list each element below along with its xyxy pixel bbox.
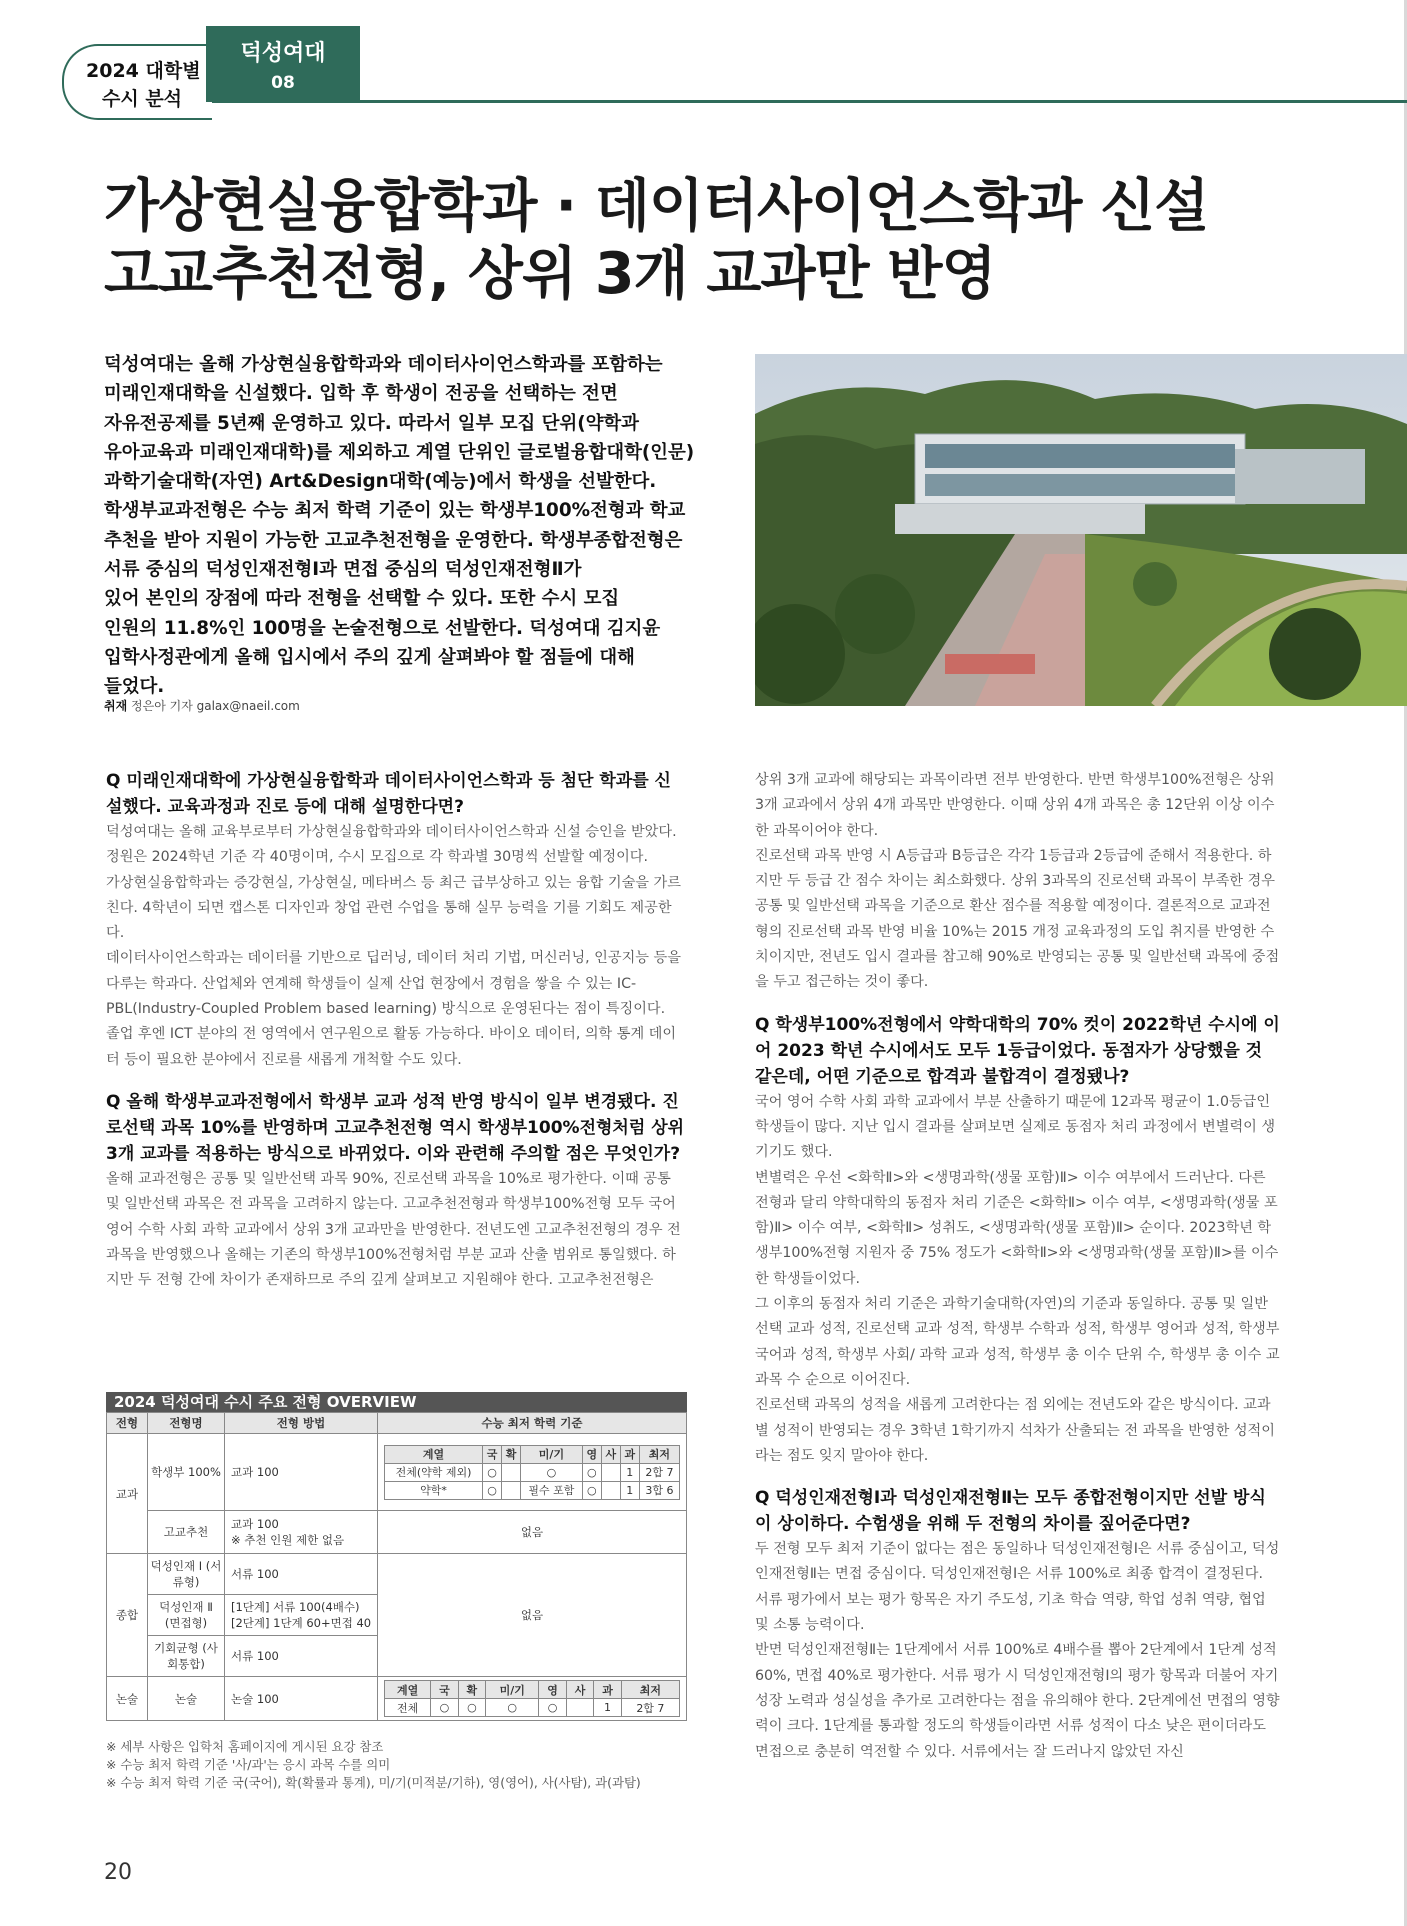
row-method bbox=[225, 1595, 378, 1636]
lead-line: 인원의 11.8%인 100명을 논술전형으로 선발한다. 덕성여대 김지윤 bbox=[104, 617, 661, 639]
title-line1: 가상현실융합학과 · 데이터사이언스학과 신설 bbox=[104, 173, 1209, 239]
lead-line: 입학사정관에게 올해 입시에서 주의 깊게 살펴봐야 할 점들에 대해 bbox=[104, 646, 635, 668]
category-cell: 종합 bbox=[107, 1554, 148, 1677]
lead-line: 유아교육과 미래인재대학)를 제외하고 계열 단위인 글로벌융합대학(인문) bbox=[104, 441, 695, 463]
campus-illustration bbox=[755, 354, 1407, 706]
min-none: 없음 bbox=[378, 1554, 687, 1677]
row-method: 교과 100 bbox=[225, 1434, 378, 1511]
answer-paragraph: 진로선택 과목 반영 시 A등급과 B등급은 각각 1등급과 2등급에 준해서 적용한다. 하지만 두 등급 간 점수 차이는 최소화했다. 상위 3과목의 진로선택 과목이 부족한 경우 공통 및 일반선택 과목을 기준으로 환산 점수를 적용할 예정이다. 결론적으로 교과전형의 진로선택 과목 반영 비율 10%는 2015 개정 교육과정의 도입 취지를 반영한 수치이지만, 전년도 입시 결과를 참고해 90%로 반영되는 공통 및 일반선택 과목에 중점을 두고 접근하는 것이 좋다. bbox=[755, 847, 1280, 991]
min-cell bbox=[601, 1463, 620, 1481]
overview-table bbox=[106, 1412, 687, 1721]
series-line1: 2024 대학별 bbox=[86, 60, 201, 82]
sub-header: 확 bbox=[458, 1681, 485, 1699]
sub-header: 미/기 bbox=[521, 1445, 583, 1463]
sub-header: 과 bbox=[620, 1445, 639, 1463]
series-badge bbox=[62, 44, 212, 120]
sub-header: 영 bbox=[582, 1445, 601, 1463]
sub-header: 국 bbox=[431, 1681, 458, 1699]
campus-photo bbox=[755, 354, 1407, 706]
min-cell: 필수 포함 bbox=[521, 1481, 583, 1499]
row-name: 학생부 100% bbox=[148, 1434, 225, 1511]
answer-paragraph: 데이터사이언스학과는 데이터를 기반으로 딥러닝, 데이터 처리 기법, 머신러닝, 인공지능 등을 다루는 학과다. 산업체와 연계해 학생들이 실제 산업 현장에서 경험을 쌓을 수 있는 IC-PBL(Industry-Coupled Problem based learning) 방식으로 운영된다는 점이 특징이다. bbox=[106, 950, 681, 1018]
answer-paragraph: 가상현실융합학과는 증강현실, 가상현실, 메타버스 등 최근 급부상하고 있는 융합 기술을 가르친다. 4학년이 되면 캡스톤 디자인과 창업 관련 수업을 통해 실무 능력을 기를 기회도 제공한다. bbox=[106, 874, 681, 942]
min-cell bbox=[502, 1463, 521, 1481]
answer-paragraph: 올해 교과전형은 공통 및 일반선택 과목 90%, 진로선택 과목을 10%로 평가한다. 이때 공통 및 일반선택 과목은 전 과목을 고려하지 않는다. 고교추천전형과 학생부100%전형 모두 국어 영어 수학 사회 과학 교과에서 상위 3개 교과만을 반영한다. 전년도엔 고교추천전형의 경우 전 과목을 반영했으나 올해는 기존의 학생부100%전형처럼 부분 교과 산출 범위로 통일했다. 하지만 두 전형 간에 차이가 존재하므로 주의 깊게 살펴보고 지원해야 한다. 고교추천전형은 bbox=[106, 1170, 681, 1289]
min-cell: 약학* bbox=[385, 1481, 483, 1499]
sub-header: 사 bbox=[601, 1445, 620, 1463]
answer-paragraph: 반면 덕성인재전형Ⅱ는 1단계에서 서류 100%로 4배수를 뽑아 2단계에서 1단계 성적 60%, 면접 40%로 평가한다. 서류 평가 시 덕성인재전형Ⅰ의 평가 항목과 더불어 자기 성장 노력과 성실성을 추가로 고려한다는 점을 유의해야 한다. 2단계에선 면접의 영향력이 크다. 1단계를 통과할 정도의 학생들이라면 서류 성적이 다소 낮은 편이더라도 면접으로 충분히 역전할 수 있다. 서류에서는 잘 드러나지 않았던 자신 bbox=[755, 1642, 1280, 1760]
lead-paragraph bbox=[104, 350, 704, 702]
min-cell: 3합 6 bbox=[639, 1481, 679, 1499]
col-header: 전형명 bbox=[148, 1413, 225, 1434]
min-cell: 1 bbox=[620, 1481, 639, 1499]
min-cell: ○ bbox=[483, 1463, 502, 1481]
min-cell: 2합 7 bbox=[639, 1463, 679, 1481]
min-criteria-table bbox=[384, 1445, 680, 1500]
col-header: 전형 bbox=[107, 1413, 148, 1434]
byline-label: 취재 bbox=[104, 699, 128, 713]
col-header: 전형 방법 bbox=[225, 1413, 378, 1434]
col-header: 수능 최저 학력 기준 bbox=[378, 1413, 687, 1434]
answer-paragraph: 두 전형 모두 최저 기준이 없다는 점은 동일하나 덕성인재전형Ⅰ은 서류 중심이고, 덕성인재전형Ⅱ는 면접 중심이다. 덕성인재전형Ⅰ은 서류 100%로 최종 합격이 결정된다. 서류 평가에서 보는 평가 항목은 자기 주도성, 기초 학습 역량, 학업 성취 역량, 협업 및 소통 능력이다. bbox=[755, 1541, 1280, 1634]
lead-line: 들었다. bbox=[104, 676, 165, 698]
min-cell: 전체(약학 제외) bbox=[385, 1463, 483, 1481]
method-line: ※ 추천 인원 제한 없음 bbox=[231, 1533, 345, 1547]
min-cell: ○ bbox=[458, 1699, 485, 1717]
lead-line: 있어 본인의 장점에 따라 전형을 선택할 수 있다. 또한 수시 모집 bbox=[104, 588, 620, 610]
row-method bbox=[225, 1511, 378, 1554]
min-cell: ○ bbox=[539, 1699, 566, 1717]
right-column bbox=[755, 768, 1280, 1765]
sub-header: 계열 bbox=[385, 1445, 483, 1463]
row-method: 서류 100 bbox=[225, 1554, 378, 1595]
row-name: 덕성인재 Ⅰ (서류형) bbox=[148, 1554, 225, 1595]
min-cell bbox=[502, 1481, 521, 1499]
min-cell: ○ bbox=[486, 1699, 539, 1717]
table-note: ※ 세부 사항은 입학처 홈페이지에 게시된 요강 참조 bbox=[106, 1739, 384, 1754]
lead-line: 자유전공제를 5년째 운영하고 있다. 따라서 일부 모집 단위(약학과 bbox=[104, 412, 639, 434]
method-line: [2단계] 1단계 60+면접 40 bbox=[231, 1616, 372, 1630]
row-name: 고교추천 bbox=[148, 1511, 225, 1554]
min-cell: ○ bbox=[483, 1481, 502, 1499]
answer-paragraph: 변별력은 우선 <화학Ⅱ>와 <생명과학(생물 포함)Ⅱ> 이수 여부에서 드러난다. 다른 전형과 달리 약학대학의 동점자 처리 기준은 <화학Ⅱ> 이수 여부, <생명과학(생물 포함)Ⅱ> 이수 여부, <화학Ⅱ> 성취도, <생명과학(생물 포함)Ⅱ> 순이다. 2023학년 학생부100%전형 지원자 중 75% 정도가 <화학Ⅱ>와 <생명과학(생물 포함)Ⅱ>를 이수한 학생들이었다. bbox=[755, 1169, 1279, 1287]
method-line: 교과 100 bbox=[231, 1517, 279, 1531]
category-cell: 교과 bbox=[107, 1434, 148, 1554]
min-cell: 1 bbox=[620, 1463, 639, 1481]
sub-header: 과 bbox=[594, 1681, 621, 1699]
min-none: 없음 bbox=[378, 1511, 687, 1554]
lead-line: 학생부교과전형은 수능 최저 학력 기준이 있는 학생부100%전형과 학교 bbox=[104, 500, 686, 522]
sub-header: 최저 bbox=[639, 1445, 679, 1463]
row-method: 서류 100 bbox=[225, 1636, 378, 1677]
lead-line: 미래인재대학을 신설했다. 입학 후 학생이 전공을 선택하는 전면 bbox=[104, 383, 618, 405]
sub-header: 계열 bbox=[385, 1681, 431, 1699]
sub-header: 확 bbox=[502, 1445, 521, 1463]
article-title bbox=[104, 172, 1304, 308]
min-cell bbox=[566, 1699, 593, 1717]
school-name: 덕성여대 bbox=[240, 41, 326, 66]
category-cell: 논술 bbox=[107, 1677, 148, 1721]
question-1: Q 미래인재대학에 가상현실융합학과 데이터사이언스학과 등 첨단 학과를 신설했다. 교육과정과 진로 등에 대해 설명한다면? bbox=[106, 771, 671, 817]
school-number: 08 bbox=[271, 73, 295, 93]
sub-header: 영 bbox=[539, 1681, 566, 1699]
min-criteria-table bbox=[384, 1680, 680, 1717]
sub-header: 미/기 bbox=[486, 1681, 539, 1699]
table-title: 2024 덕성여대 수시 주요 전형 OVERVIEW bbox=[106, 1392, 687, 1412]
answer-paragraph: 졸업 후엔 ICT 분야의 전 영역에서 연구원으로 활동 가능하다. 바이오 데이터, 의학 통계 데이터 등이 필요한 분야에서 진로를 새롭게 개척할 수도 있다. bbox=[106, 1026, 677, 1068]
lead-line: 서류 중심의 덕성인재전형Ⅰ과 면접 중심의 덕성인재전형Ⅱ가 bbox=[104, 559, 582, 581]
page-number: 20 bbox=[104, 1860, 132, 1885]
answer-paragraph: 그 이후의 동점자 처리 기준은 과학기술대학(자연)의 기준과 동일하다. 공통 및 일반선택 교과 성적, 진로선택 교과 성적, 학생부 수학과 성적, 학생부 영어과 성적, 학생부 국어과 성적, 학생부 사회/ 과학 교과 성적, 학생부 총 이수 단위 수, 학생부 총 이수 교과목 수 순으로 이어진다. bbox=[755, 1296, 1280, 1388]
question-3: Q 학생부100%전형에서 약학대학의 70% 컷이 2022학년 수시에 이어 2023 학년 수시에서도 모두 1등급이었다. 동점자가 상당했을 것 같은데, 어떤 기준으로 합격과 불합격이 결정됐나? bbox=[755, 1014, 1280, 1087]
min-cell bbox=[601, 1481, 620, 1499]
answer-paragraph: 국어 영어 수학 사회 과학 교과에서 부분 산출하기 때문에 12과목 평균이 1.0등급인 학생들이 많다. 지난 입시 결과를 살펴보면 실제로 동점자 처리 과정에서 변별력이 생기기도 했다. bbox=[755, 1093, 1276, 1161]
lead-line: 과학기술대학(자연) Art&Design대학(예능)에서 학생을 선발한다. bbox=[104, 471, 657, 493]
byline bbox=[104, 697, 300, 714]
row-name: 덕성인재 Ⅱ (면접형) bbox=[148, 1595, 225, 1636]
min-cell: 2합 7 bbox=[621, 1699, 679, 1717]
question-4: Q 덕성인재전형Ⅰ과 덕성인재전형Ⅱ는 모두 종합전형이지만 선발 방식이 상이하다. 수험생을 위해 두 전형의 차이를 짚어준다면? bbox=[755, 1488, 1266, 1535]
school-tab bbox=[206, 26, 360, 102]
sub-header: 국 bbox=[483, 1445, 502, 1463]
question-2: Q 올해 학생부교과전형에서 학생부 교과 성적 반영 방식이 일부 변경됐다. 진로선택 과목 10%를 반영하며 고교추천전형 역시 학생부100%전형처럼 상위 3개 교과를 적용하는 방식으로 바뀌었다. 이와 관련해 주의할 점은 무엇인가? bbox=[106, 1091, 685, 1164]
answer-paragraph: 진로선택 과목의 성적을 새롭게 고려한다는 점 외에는 전년도와 같은 방식이다. 교과별 성적이 반영되는 경우 3학년 1학기까지 석차가 산출되는 전 과목을 반영한 성적이라는 점도 잊지 말아야 한다. bbox=[755, 1397, 1275, 1464]
left-column bbox=[106, 768, 686, 1293]
sub-header: 사 bbox=[566, 1681, 593, 1699]
min-cell: ○ bbox=[521, 1463, 583, 1481]
row-method: 논술 100 bbox=[225, 1677, 378, 1721]
answer-paragraph: 상위 3개 교과에 해당되는 과목이라면 전부 반영한다. 반면 학생부100%전형은 상위 3개 교과에서 상위 4개 과목만 반영한다. 이때 상위 4개 과목은 총 12단위 이상 이수한 과목이어야 한다. bbox=[755, 772, 1275, 839]
min-cell: ○ bbox=[431, 1699, 458, 1717]
table-notes bbox=[106, 1738, 641, 1792]
min-cell: 1 bbox=[594, 1699, 621, 1717]
series-line2: 수시 분석 bbox=[102, 88, 183, 110]
table-note: ※ 수능 최저 학력 기준 국(국어), 확(확률과 통계), 미/기(미적분/기하), 영(영어), 사(사탐), 과(과탐) bbox=[106, 1775, 641, 1790]
min-cell: 전체 bbox=[385, 1699, 431, 1717]
answer-paragraph: 덕성여대는 올해 교육부로부터 가상현실융합학과와 데이터사이언스학과 신설 승인을 받았다. 정원은 2024학년 기준 각 40명이며, 수시 모집으로 각 학과별 30명씩 선발할 예정이다. bbox=[106, 824, 677, 866]
lead-line: 추천을 받아 지원이 가능한 고교추천전형을 운영한다. 학생부종합전형은 bbox=[104, 529, 683, 551]
row-name: 기회균형 (사회통합) bbox=[148, 1636, 225, 1677]
min-cell: ○ bbox=[582, 1481, 601, 1499]
title-line2: 고교추천전형, 상위 3개 교과만 반영 bbox=[104, 241, 996, 307]
lead-line: 덕성여대는 올해 가상현실융합학과와 데이터사이언스학과를 포함하는 bbox=[104, 354, 663, 375]
table-note: ※ 수능 최저 학력 기준 '사/과'는 응시 과목 수를 의미 bbox=[106, 1757, 391, 1772]
row-name: 논술 bbox=[148, 1677, 225, 1721]
method-line: [1단계] 서류 100(4배수) bbox=[231, 1600, 360, 1614]
min-cell: ○ bbox=[582, 1463, 601, 1481]
overview-table-box bbox=[106, 1392, 687, 1721]
byline-text: 정은아 기자 galax@naeil.com bbox=[131, 699, 300, 713]
sub-header: 최저 bbox=[621, 1681, 679, 1699]
